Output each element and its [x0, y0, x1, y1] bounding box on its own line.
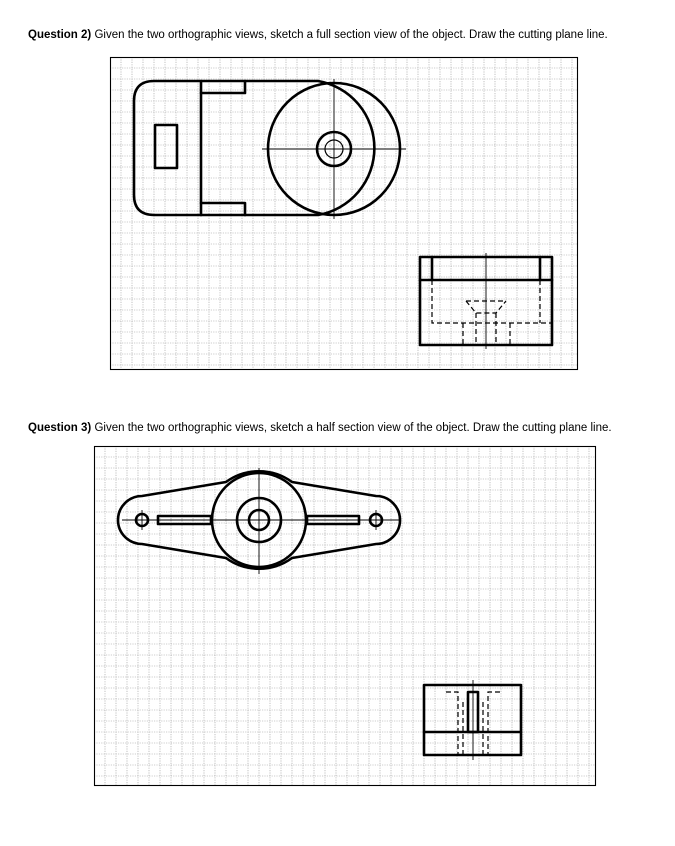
grid-paper — [94, 446, 596, 786]
top-notch — [201, 81, 245, 93]
top-view — [118, 468, 400, 574]
front-outline — [424, 685, 521, 755]
top-view — [134, 79, 406, 219]
question-3-prompt — [28, 421, 612, 435]
hidden-bore-left — [446, 692, 458, 755]
question-number: Question 3) — [28, 422, 92, 434]
bottom-notch — [201, 203, 245, 215]
front-view — [420, 253, 552, 349]
question-text: Given the two orthographic views, sketch a full section view of the object. Draw the cutting plane line. — [91, 29, 608, 41]
question-text: Given the two orthographic views, sketch a half section view of the object. Draw the cutting plane line. — [91, 422, 612, 434]
question-2-prompt — [28, 28, 608, 42]
front-view — [424, 680, 521, 760]
rect-slot — [155, 125, 177, 168]
question-3-drawing — [94, 446, 596, 786]
question-2-drawing — [110, 57, 578, 370]
question-number: Question 2) — [28, 29, 92, 41]
grid-paper — [110, 57, 578, 370]
